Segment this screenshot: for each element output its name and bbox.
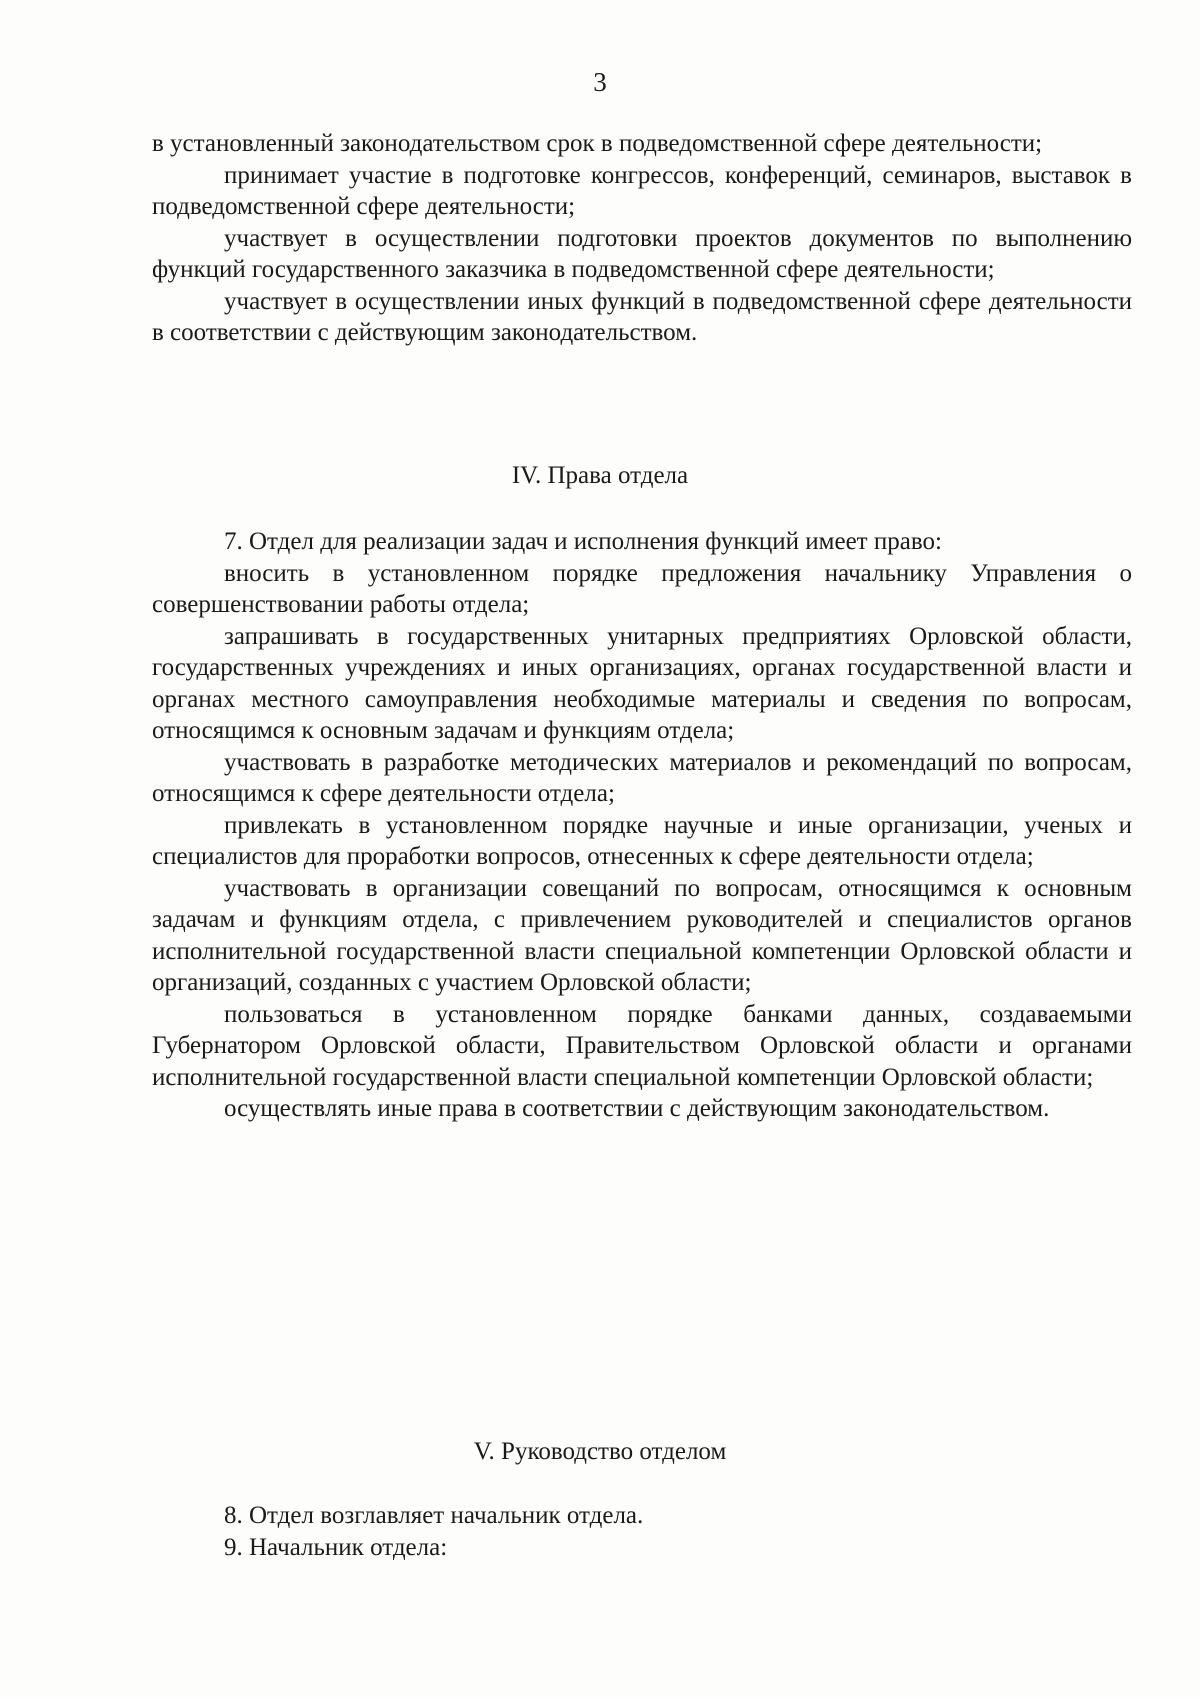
section-5-body xyxy=(152,1500,1132,1563)
paragraph: 9. Начальник отдела: xyxy=(224,1533,448,1561)
paragraph: 7. Отдел для реализации задач и исполнения функций имеет право: xyxy=(224,528,942,555)
page-number: 3 xyxy=(593,67,607,97)
paragraph: в установленный законодательством срок в подведомственной сфере деятельности; xyxy=(152,130,1043,157)
section-3-continuation xyxy=(152,128,1132,349)
section-4-body xyxy=(152,526,1132,1125)
paragraph: пользоваться в установленном порядке банками данных, создаваемыми Губернатором Орловской области, Правительством Орловской области и органами исполнительной государственной власти специальной компетенции Орловской области; xyxy=(152,1000,1132,1091)
paragraph: участвовать в организации совещаний по вопросам, относящимся к основным задачам и функциям отдела, с привлечением руководителей и специалистов органов исполнительной государственной власти специальной компетенции Орловской области и организаций, созданных с участием Орловской области; xyxy=(152,874,1132,996)
paragraph: участвует в осуществлении иных функций в подведомственной сфере деятельности в соответствии с действующим законодательством. xyxy=(152,287,1132,346)
paragraph: осуществлять иные права в соответствии с действующим законодательством. xyxy=(224,1095,1050,1122)
section-heading: V. Руководство отделом xyxy=(473,1438,727,1465)
section-heading: IV. Права отдела xyxy=(511,462,689,489)
paragraph: участвует в осуществлении подготовки проектов документов по выполнению функций государственного заказчика в подведомственной сфере деятельности; xyxy=(152,224,1132,283)
paragraph: вносить в установленном порядке предложения начальнику Управления о совершенствовании работы отдела; xyxy=(152,559,1132,618)
paragraph: участвовать в разработке методических материалов и рекомендаций по вопросам, относящимся к сфере деятельности отдела; xyxy=(152,748,1132,807)
paragraph: привлекать в установленном порядке научные и иные организации, ученых и специалистов для проработки вопросов, отнесенных к сфере деятельности отдела; xyxy=(152,811,1132,870)
paragraph: принимает участие в подготовке конгрессов, конференций, семинаров, выставок в подведомственной сфере деятельности; xyxy=(152,161,1132,220)
paragraph: 8. Отдел возглавляет начальник отдела. xyxy=(224,1502,644,1529)
paragraph: запрашивать в государственных унитарных предприятиях Орловской области, государственных учреждениях и иных организациях, органах государственной власти и органах местного самоуправления необходимые материалы и сведения по вопросам, относящимся к основным задачам и функциям отдела; xyxy=(152,622,1132,744)
